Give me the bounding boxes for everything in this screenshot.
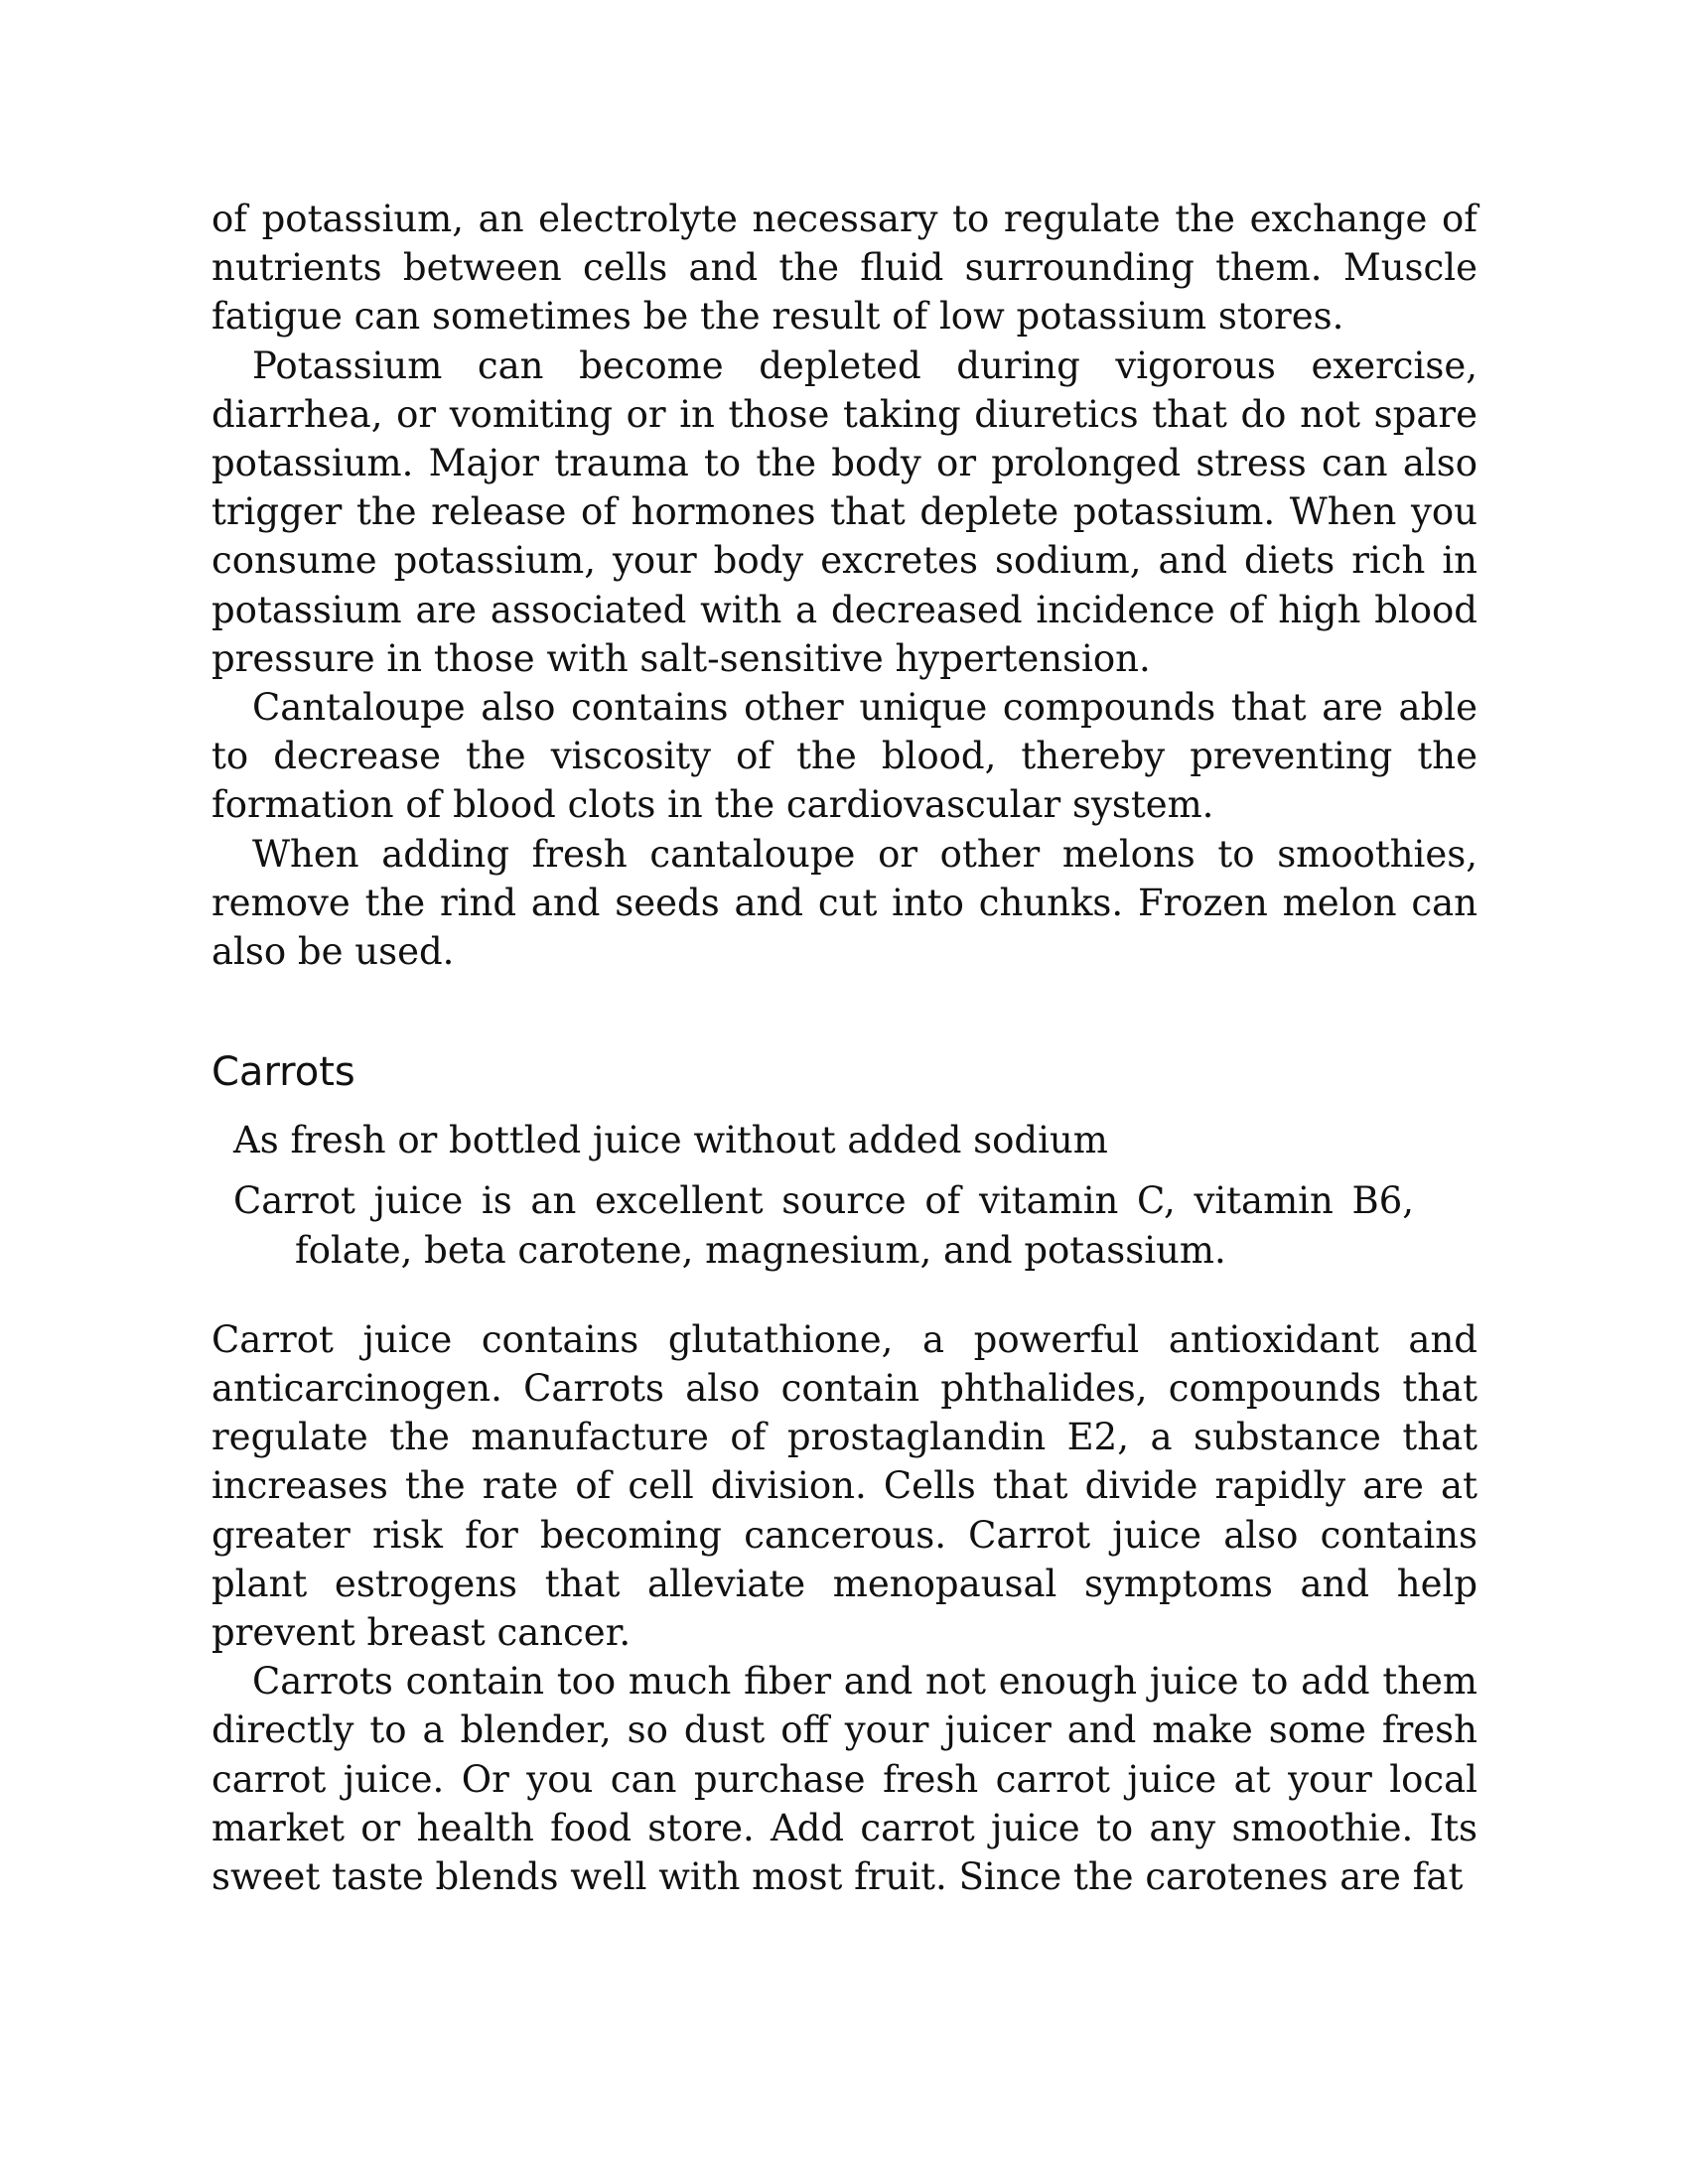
list-item: As fresh or bottled juice without added sodium <box>233 1119 1108 1162</box>
list-item: Carrot juice is an excellent source of vitamin C, vitamin B6, folate, beta carotene, magnesium, and potassium. <box>233 1179 1414 1272</box>
section-heading: Carrots <box>211 1049 355 1096</box>
paragraph-carrot-juice-usage: Carrots contain too much fiber and not enough juice to add them directly to a blender, so dust off your juicer and make some fresh carrot juice. Or you can purchase fresh carrot juice at your local market or health food store. Add carrot juice to any smoothie. Its sweet taste blends well with most fruit. Since the carotenes are fat <box>211 1660 1477 1899</box>
paragraph-cantaloupe-compounds: Cantaloupe also contains other unique compounds that are able to decrease the viscosity of the blood, thereby preventing the formation of blood clots in the cardiovascular system. <box>211 686 1477 827</box>
paragraph-carrot-juice-benefits: Carrot juice contains glutathione, a powerful antioxidant and anticarcinogen. Carrots also contain phthalides, compounds that regulate the manufacture of prostaglandin E2, a substance that increases the rate of cell division. Cells that divide rapidly are at greater risk for becoming cancerous. Carrot juice also contains plant estrogens that alleviate menopausal symptoms and help prevent breast cancer. <box>211 1317 1477 1655</box>
nutrition-list <box>211 1116 1477 1275</box>
paragraph-potassium-depletion: Potassium can become depleted during vigorous exercise, diarrhea, or vomiting or in those taking diuretics that do not spare potassium. Major trauma to the body or prolonged stress can also trigger the release of hormones that deplete potassium. When you consume potassium, your body excretes sodium, and diets rich in potassium are associated with a decreased incidence of high blood pressure in those with salt-sensitive hypertension. <box>211 343 1477 680</box>
paragraph-potassium-intro: of potassium, an electrolyte necessary to regulate the exchange of nutrients between cells and the fluid surrounding them. Muscle fatigue can sometimes be the result of low potassium stores. <box>211 198 1477 339</box>
document-page <box>211 195 1477 1901</box>
paragraph-melon-preparation: When adding fresh cantaloupe or other melons to smoothies, remove the rind and seeds and cut into chunks. Frozen melon can also be used. <box>211 832 1477 974</box>
